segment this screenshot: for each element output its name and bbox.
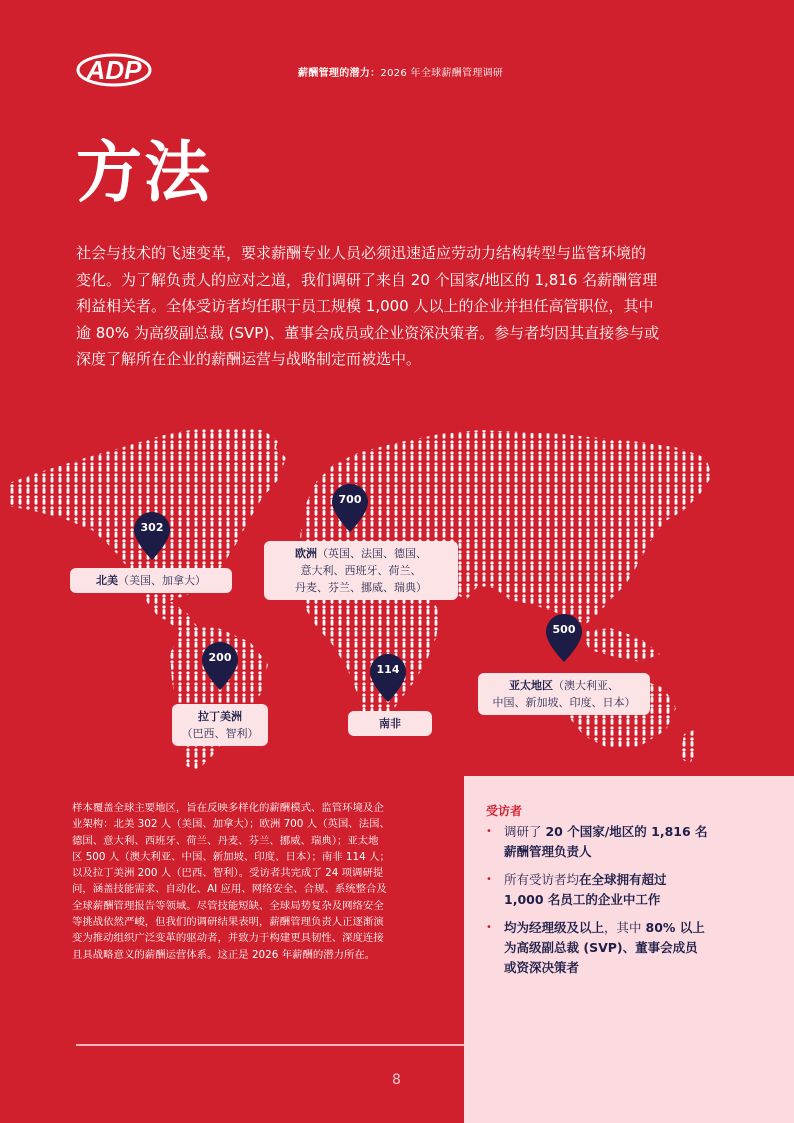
pin-north-america <box>134 512 170 560</box>
label-north-america <box>70 568 232 593</box>
sample-line: 等挑战依然严峻，但我们的调研结果表明，薪酬管理负责人正逐渐演 <box>72 916 384 929</box>
pin-count: 200 <box>208 651 232 664</box>
respondents-item <box>486 822 708 862</box>
respondents-panel <box>464 776 794 1123</box>
intro-line: 深度了解所在企业的薪酬运营与战略制定而被选中。 <box>76 350 422 368</box>
bullet-icon: • <box>486 826 492 837</box>
pin-count: 302 <box>140 521 164 534</box>
sample-line: 业架构：北美 302 人（美国、加拿大）；欧洲 700 人（英国、法国、 <box>72 818 390 831</box>
item-text-bold: 均为经理级及以上 <box>504 920 605 935</box>
label-south-africa <box>348 711 432 736</box>
pin-europe <box>332 484 368 532</box>
region-detail: （英国、法国、德国、 <box>317 547 427 560</box>
region-name: 北美 <box>96 574 118 587</box>
item-text-bold: 80% 以上 <box>645 920 705 935</box>
item-text-bold: 薪酬管理负责人 <box>504 844 592 859</box>
adp-logo <box>76 52 152 88</box>
page-number: 8 <box>392 1072 401 1088</box>
respondents-item <box>486 918 705 978</box>
intro-line: 变化。为了解负责人的应对之道，我们调研了来自 20 个国家/地区的 1,816 名薪酬管理 <box>76 270 658 289</box>
header-title-rest: 2026 年全球薪酬管理调研 <box>380 68 504 79</box>
item-text-bold: 或资深决策者 <box>504 960 580 975</box>
world-map-people-icons <box>0 418 794 798</box>
sample-line: 变为推动组织广泛变革的驱动者，并致力于构建更具韧性、深度连接 <box>72 932 384 945</box>
item-text: 所有受访者均 <box>504 872 580 887</box>
sample-line: 样本覆盖全球主要地区，旨在反映多样化的薪酬模式、监管环境及企 <box>72 802 384 814</box>
footer-divider <box>76 1044 464 1046</box>
sample-line: 全球薪酬管理报告等领域。尽管技能短缺、全球局势复杂及网络安全 <box>72 899 384 912</box>
new-zealand-shape <box>680 730 698 764</box>
region-detail: （美国、加拿大） <box>118 574 206 587</box>
sea-islands-shape <box>580 628 660 662</box>
pin-latin-america <box>202 642 238 690</box>
label-asia-pacific <box>478 673 650 715</box>
sample-line: 问，涵盖技能需求、自动化、AI 应用、网络安全、合规、系统整合及 <box>72 883 387 896</box>
respondents-title: 受访者 <box>486 804 523 818</box>
sample-line: 德国、意大利、西班牙、荷兰、丹麦、芬兰、挪威、瑞典）；亚太地 <box>72 834 379 847</box>
item-text-bold: 20 个国家/地区的 1,816 名 <box>545 824 708 839</box>
region-detail-line: 中国、新加坡、印度、日本） <box>492 696 636 709</box>
pin-count: 700 <box>338 493 362 506</box>
region-name: 拉丁美洲 <box>198 710 242 723</box>
intro-line: 利益相关者。全体受访者均任职于员工规模 1,000 人以上的企业并担任高管职位，其中 <box>76 297 654 315</box>
item-text-bold: 为高级副总裁 (SVP)、董事会成员 <box>504 940 698 955</box>
item-text: ，其中 <box>604 920 646 935</box>
region-name: 南非 <box>379 717 401 730</box>
region-name: 亚太地区 <box>509 679 553 692</box>
respondents-item <box>486 870 667 910</box>
bullet-icon: • <box>486 922 492 933</box>
item-text: 调研了 <box>504 824 546 839</box>
sample-line: 以及拉丁美洲 200 人（巴西、智利）。受访者共完成了 24 项调研提 <box>72 867 384 880</box>
label-latin-america <box>172 704 268 746</box>
sample-line: 区 500 人（澳大利亚、中国、新加坡、印度、日本）；南非 114 人； <box>72 850 390 863</box>
bullet-icon: • <box>486 874 492 885</box>
label-europe <box>264 541 458 600</box>
header-title-bold: 薪酬管理的潜力： <box>298 68 381 79</box>
pin-count: 114 <box>376 663 400 676</box>
logo-text: ADP <box>86 55 142 85</box>
sample-description <box>72 800 444 963</box>
header-title <box>298 64 503 79</box>
region-detail-line: 丹麦、芬兰、挪威、瑞典） <box>295 581 427 594</box>
intro-paragraph <box>76 240 716 373</box>
intro-line: 逾 80% 为高级副总裁 (SVP)、董事会成员或企业资深决策者。参与者均因其直接参与或 <box>76 323 660 342</box>
item-text-bold: 在全球拥有超过 <box>579 872 667 887</box>
region-name: 欧洲 <box>295 547 317 560</box>
page-title: 方法 <box>76 134 212 211</box>
intro-line: 社会与技术的飞速变革，要求薪酬专业人员必须迅速适应劳动力结构转型与监管环境的 <box>76 244 647 262</box>
region-detail-line: 意大利、西班牙、荷兰、 <box>300 564 422 577</box>
pin-count: 500 <box>552 623 576 636</box>
region-detail: （澳大利亚、 <box>553 679 619 692</box>
sample-line: 且具战略意义的薪酬运营体系。这正是 2026 年薪酬的潜力所在。 <box>72 948 376 961</box>
item-text-bold: 1,000 名员工的企业中工作 <box>504 892 661 907</box>
region-detail-line: （巴西、智利） <box>181 727 259 740</box>
pin-south-africa <box>370 654 406 702</box>
pin-asia-pacific <box>546 614 582 662</box>
